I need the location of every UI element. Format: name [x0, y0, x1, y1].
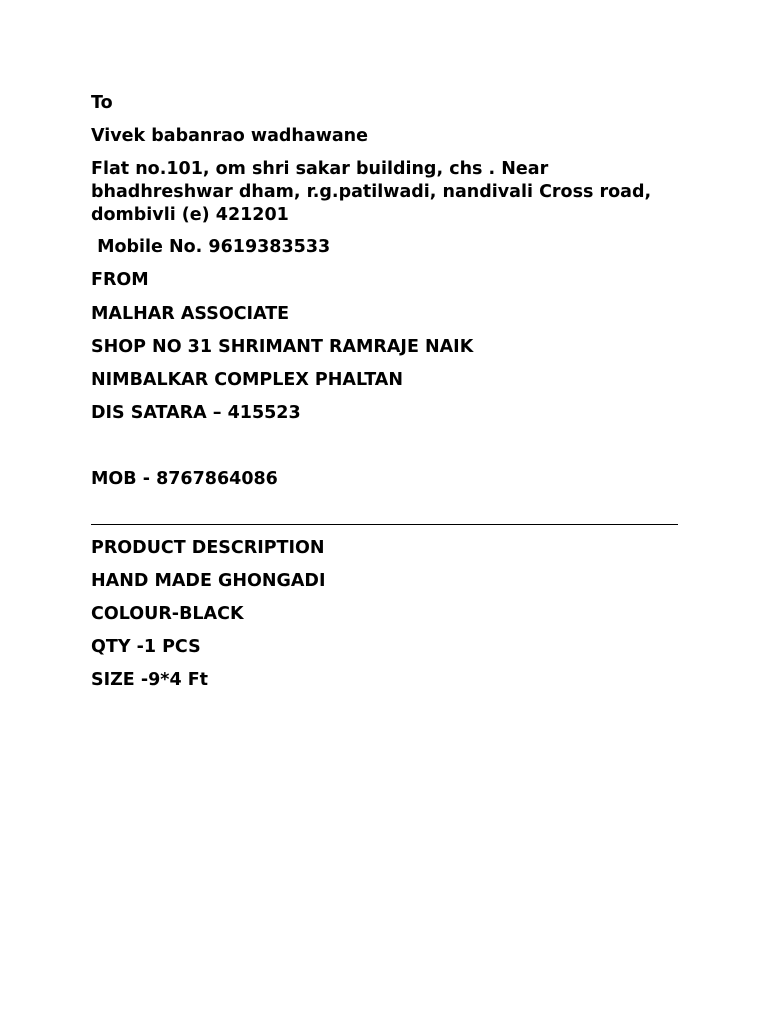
to-label: To: [91, 93, 113, 113]
sender-address-line-3: DIS SATARA – 415523: [91, 403, 301, 423]
sender-address-line-2: NIMBALKAR COMPLEX PHALTAN: [91, 370, 403, 390]
sender-mobile: MOB - 8767864086: [91, 469, 278, 489]
horizontal-divider: [91, 524, 678, 525]
product-name: HAND MADE GHONGADI: [91, 571, 326, 591]
product-colour: COLOUR-BLACK: [91, 604, 244, 624]
recipient-mobile: Mobile No. 9619383533: [91, 237, 331, 257]
sender-address-line-1: SHOP NO 31 SHRIMANT RAMRAJE NAIK: [91, 337, 474, 357]
recipient-address-line: dombivli (e) 421201: [91, 205, 289, 225]
recipient-address-line: bhadhreshwar dham, r.g.patilwadi, nandivali Cross road,: [91, 182, 652, 202]
product-heading: PRODUCT DESCRIPTION: [91, 538, 325, 558]
product-size: SIZE -9*4 Ft: [91, 670, 209, 690]
sender-company: MALHAR ASSOCIATE: [91, 304, 290, 324]
recipient-address-line: Flat no.101, om shri sakar building, chs . Near: [91, 159, 549, 179]
product-quantity: QTY -1 PCS: [91, 637, 201, 657]
from-label: FROM: [91, 270, 149, 290]
recipient-address: [91, 158, 691, 227]
recipient-name: Vivek babanrao wadhawane: [91, 126, 369, 146]
